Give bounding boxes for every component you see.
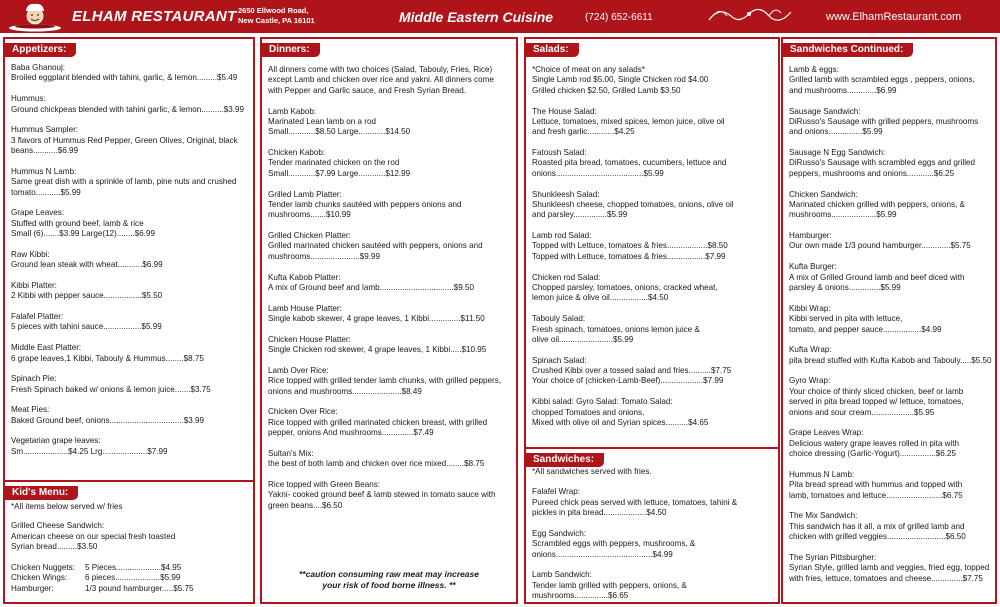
item-detail: onions...........................................$4.99 (532, 549, 673, 559)
item-title: Middle East Platter: (11, 343, 82, 353)
item-title: Kufta Kabob Platter: (268, 272, 341, 282)
menu-item (268, 480, 510, 511)
menu-item (532, 273, 772, 304)
menu-item (532, 397, 772, 428)
item-title: Chicken House Platter: (268, 334, 351, 344)
kids-item-name: Chicken Nuggets: (11, 562, 75, 572)
address-line-1: 2650 Ellwood Road, (238, 6, 309, 15)
item-title: Kibbi Wrap: (789, 303, 831, 313)
menu-item (789, 376, 989, 418)
item-detail: Rice topped with grilled marinated chicken breast, with grilled (268, 417, 488, 427)
item-title: Falafel Platter: (11, 311, 64, 321)
sandwiches-section (526, 447, 778, 607)
item-detail: Sm....................$4.25 Lrg....................$7.99 (11, 446, 168, 456)
restaurant-name: ELHAM RESTAURANT (72, 8, 237, 25)
item-detail: chopped Tomatoes and onions, (532, 407, 645, 417)
item-detail: Our own made 1/3 pound hamburger.............$5.75 (789, 241, 971, 251)
menu-item (268, 366, 510, 397)
item-detail: 3 flavors of Hummus Red Pepper, Green Olives, Original, black (11, 135, 238, 145)
item-detail: Mixed with olive oil and Syrian spices..........$4.65 (532, 417, 709, 427)
dinners-heading: Dinners: (262, 43, 320, 57)
item-detail: Topped with Lettuce, tomatoes & fries.................$7.99 (532, 251, 726, 261)
item-detail: Grilled lamb with scrambled eggs , peppers, onions, (789, 75, 975, 85)
kids-item-name: Hamburger: (11, 583, 54, 593)
item-title: Lamb Sandwich: (532, 570, 592, 580)
intro-line: except Lamb and chicken over rice and yakni. All dinners come (268, 75, 494, 85)
item-title: Spinach Pie: (11, 374, 57, 384)
item-title: Hamburger: (789, 231, 832, 241)
menu-item (11, 374, 247, 395)
item-title: Vegetarian grape leaves: (11, 436, 101, 446)
item-detail: mushrooms.......$10.99 (268, 210, 351, 220)
item-detail: DiRusso's Sausage with scrambled eggs and grilled (789, 158, 975, 168)
sandwiches-continued-heading: Sandwiches Continued: (783, 43, 913, 57)
item-title: Gyro Wrap: (789, 376, 831, 386)
item-detail: mushrooms...............$6.65 (532, 591, 629, 601)
item-title: Chicken Kabob: (268, 148, 326, 158)
item-title: Hummus N Lamb: (11, 166, 77, 176)
item-detail: Broiled eggplant blended with tahini, garlic, & lemon.........$5.49 (11, 73, 238, 83)
item-detail: Single kabob skewer, 4 grape leaves, 1 Kibbi..............$11.50 (268, 314, 485, 324)
menu-item (268, 273, 510, 294)
dinners-intro (268, 65, 510, 96)
item-detail: mushrooms......................$9.99 (268, 251, 381, 261)
item-title: Lamb House Platter: (268, 303, 342, 313)
menu-item (532, 231, 772, 262)
item-title: The Mix Sandwich: (789, 511, 858, 521)
item-detail: and parsley...............$5.99 (532, 210, 628, 220)
item-detail: Yakni- cooked ground beef & lamb stewed in tomato sauce with (268, 490, 496, 500)
item-detail: Lettuce, tomatoes, mixed spices, lemon juice, olive oil (532, 116, 725, 126)
kids-menu-section (5, 482, 253, 594)
menu-item (268, 449, 510, 470)
item-title: Grilled Chicken Platter: (268, 231, 351, 241)
menu-item (789, 231, 989, 252)
sandwiches-continued-column (781, 37, 997, 604)
item-title: Chicken rod Salad: (532, 272, 601, 282)
item-title: Lamb Over Rice: (268, 365, 329, 375)
kids-item-name: Chicken Wings: (11, 573, 68, 583)
item-detail: Roasted pita bread, tomatoes, cucumbers, lettuce and (532, 158, 727, 168)
item-title: Baba Ghanouj: (11, 63, 66, 72)
menu-item (11, 167, 247, 198)
kids-row (11, 584, 247, 594)
kids-item-detail: 1/3 pound hamburger.....$5.75 (85, 583, 194, 593)
item-title: Chicken Over Rice: (268, 407, 338, 417)
item-detail: Kibbi served in pita with lettuce, (789, 314, 903, 324)
item-detail: Pureed chick peas served with lettuce, tomatoes, tahini & (532, 497, 738, 507)
menu-item (11, 436, 247, 457)
menu-item (532, 314, 772, 345)
menu-item (11, 125, 247, 156)
kids-item-detail: 6 pieces....................$5.99 (85, 573, 181, 583)
item-detail: Grilled marinated chicken sautéed with peppers, onions and (268, 241, 483, 251)
salads-section (526, 39, 778, 451)
item-title: Hummus N Lamb: (789, 469, 855, 479)
menu-item (532, 487, 772, 518)
menu-item (532, 107, 772, 138)
sandwiches-heading: Sandwiches: (526, 453, 604, 467)
item-detail: and onions...............$5.99 (789, 127, 883, 137)
item-detail: 2 Kibbi with pepper sauce.................$5.50 (11, 291, 163, 301)
phone-number: (724) 652-6611 (585, 12, 653, 23)
item-detail: Your choice of thinly sliced chicken, beef or lamb (789, 386, 964, 396)
item-detail: peppers, mushrooms and onions............$6.25 (789, 168, 955, 178)
item-detail: Your choice of (chicken-Lamb-Beef)...................$7.99 (532, 376, 724, 386)
item-title: Egg Sandwich: (532, 528, 586, 538)
item-detail: chicken with grilled veggies..........................$6.50 (789, 532, 966, 542)
item-detail: pepper, onions And mushrooms..............$7.49 (268, 428, 434, 438)
item-title: Kufta Wrap: (789, 345, 832, 355)
sandwiches-note: *All sandwiches served with fries. (532, 467, 652, 476)
kids-item-detail: 5 Pieces....................$4.95 (85, 562, 182, 572)
item-detail: green beans....$6.50 (268, 500, 343, 510)
cuisine-title: Middle Eastern Cuisine (399, 9, 554, 25)
item-title: Sultan's Mix: (268, 448, 314, 458)
swirl-ornament-icon (705, 2, 795, 30)
item-detail: mushrooms....................$5.99 (789, 210, 897, 220)
menu-item (11, 63, 247, 84)
item-title: Kufta Burger: (789, 262, 837, 272)
menu-item (789, 345, 992, 366)
item-detail: Single Chicken rod skewer, 4 grape leaves, 1 Kibbi.....$10.95 (268, 345, 487, 355)
item-detail: Small............$7.99 Large............$12.99 (268, 168, 411, 178)
intro-line: Grilled chicken $2.50, Grilled Lamb $3.50 (532, 85, 681, 95)
item-price: Syrian bread.........$3.50 (11, 542, 98, 552)
item-detail: Syrian Style, grilled lamb and veggies, fried egg, topped (789, 563, 990, 573)
sandwiches-list (532, 487, 772, 601)
menu-item (11, 405, 247, 426)
item-title: Shunkleesh Salad: (532, 189, 600, 199)
kids-menu-heading: Kid's Menu: (5, 486, 78, 500)
item-detail: Tender lamb grilled with peppers, onions, & (532, 580, 687, 590)
menu-item (789, 470, 989, 501)
item-detail: Ground chickpeas blended with tahini garlic, & lemon..........$3.99 (11, 104, 245, 114)
item-detail: Rice topped with grilled tender lamb chunks, with grilled peppers, (268, 376, 502, 386)
item-detail: olive oil........................$5.99 (532, 334, 634, 344)
appetizers-list (5, 57, 253, 457)
item-desc: American cheese on our special fresh toasted (11, 531, 176, 541)
menu-item (789, 553, 989, 584)
item-title: Lamb rod Salad: (532, 231, 592, 241)
item-detail: lamb, tomatoes and lettuce.........................$6.75 (789, 490, 963, 500)
menu-item (532, 570, 772, 601)
restaurant-address (238, 6, 315, 26)
salads-list (532, 107, 772, 429)
item-title: Kibbi Platter: (11, 280, 57, 290)
item-title: Chicken Sandwich: (789, 189, 858, 199)
intro-line: with Pepper and Garlic sauce, and Fresh Syrian Bread. (268, 85, 466, 95)
header-bar (0, 0, 1000, 33)
caution-notice (262, 569, 516, 591)
menu-item (268, 335, 510, 356)
item-detail: the best of both lamb and chicken over rice mixed........$8.75 (268, 459, 485, 469)
intro-line: All dinners come with two choices (Salad, Tabouly, Fries, Rice) (268, 65, 493, 74)
item-title: Fatoush Salad: (532, 148, 587, 158)
item-title: Grilled Lamb Platter: (268, 189, 342, 199)
menu-item (11, 521, 247, 552)
item-title: Spinach Salad: (532, 355, 587, 365)
item-title: Meat Pies: (11, 405, 50, 415)
menu-item (532, 148, 772, 179)
appetizers-section (5, 39, 253, 482)
menu-item (268, 407, 510, 438)
menu-item (11, 281, 247, 302)
menu-item (268, 231, 510, 262)
item-detail: Scrambled eggs with peppers, mushrooms, & (532, 539, 696, 549)
kids-row (11, 573, 247, 583)
item-detail: lemon juice & olive oil.................$4.50 (532, 293, 669, 303)
menu-item (11, 208, 247, 239)
intro-line: *Choice of meat on any salads* (532, 65, 645, 74)
item-detail: parsley & onions..............$5.99 (789, 282, 901, 292)
item-title: Falafel Wrap: (532, 487, 580, 497)
salads-heading: Salads: (526, 43, 579, 57)
item-title: Grape Leaves Wrap: (789, 428, 864, 438)
item-detail: Same great dish with a sprinkle of lamb, pine nuts and crushed (11, 177, 237, 187)
item-title: Lamb Kabob: (268, 106, 317, 116)
item-title: Lamb & eggs: (789, 65, 839, 74)
menu-item (789, 428, 989, 459)
item-title: The House Salad: (532, 106, 597, 116)
menu-item (789, 304, 989, 335)
item-detail: Delicious watery grape leaves rolled in pita with (789, 438, 960, 448)
menu-item (11, 94, 247, 115)
menu-item (789, 190, 989, 221)
item-detail: This sandwich has it all, a mix of grilled lamb and (789, 521, 965, 531)
item-detail: tomato, and pepper sauce.................$4.99 (789, 324, 942, 334)
item-detail: Pita bread spread with hummus and topped with (789, 480, 963, 490)
menu-item (11, 343, 247, 364)
item-title: Sausage N Egg Sandwich: (789, 148, 886, 158)
caution-line-1: **caution consuming raw meat may increase (299, 569, 479, 579)
item-detail: choice dressing (Garlic-Yogurt)................$6.25 (789, 449, 957, 459)
item-detail: Marinated Lean lamb on a rod (268, 116, 376, 126)
menu-item (268, 107, 510, 138)
menu-item (789, 262, 989, 293)
menu-item (11, 250, 247, 271)
salads-column (524, 37, 780, 604)
item-title: Hummus: (11, 94, 46, 104)
website-url[interactable]: www.ElhamRestaurant.com (826, 11, 962, 23)
item-detail: onions.......................................$5.99 (532, 168, 664, 178)
menu-item (268, 190, 510, 221)
item-detail: served in pita bread topped w/ lettuce, tomatoes, (789, 397, 964, 407)
item-detail: Tender lamb chunks sautéed with peppers onions and (268, 199, 462, 209)
kids-note: *All items below served w/ fries (11, 502, 123, 511)
item-detail: Baked Ground beef, onions.................................$3.99 (11, 415, 205, 425)
item-detail: Crushed Kibbi over a tossed salad and fries..........$7.75 (532, 366, 732, 376)
menu-item (789, 148, 989, 179)
menu-item (789, 65, 989, 96)
menu-item (532, 529, 772, 560)
menu-item (11, 312, 247, 333)
item-detail: Tender marinated chicken on the rod (268, 158, 400, 168)
menu-item (532, 356, 772, 387)
appetizers-heading: Appetizers: (5, 43, 76, 57)
item-detail: and fresh garlic............$4.25 (532, 127, 635, 137)
item-detail: Small............$8.50 Large............$14.50 (268, 127, 411, 137)
salads-intro (532, 65, 772, 96)
item-detail: pita bread stuffed with Kufta Kabob and Tabouly.....$5.50 (789, 355, 992, 365)
item-detail: Topped with Lettuce, tomatoes & fries..................$8.50 (532, 241, 728, 251)
menu-item (532, 190, 772, 221)
item-title: Tabouly Salad: (532, 314, 586, 324)
item-detail: Marinated chicken grilled with peppers, onions, & (789, 199, 965, 209)
dinners-list (268, 107, 510, 512)
item-detail: Fresh Spinach baked w/ onions & lemon juice.......$3.75 (11, 384, 211, 394)
item-detail: Chopped parsley, tomatoes, onions, cracked wheat, (532, 282, 718, 292)
item-title: Grilled Cheese Sandwich: (11, 521, 105, 531)
address-line-2: New Castle, PA 16101 (238, 16, 315, 25)
item-detail: DiRusso's Sausage with grilled peppers, mushrooms (789, 116, 979, 126)
menu-item (268, 148, 510, 179)
item-detail: onions and mushrooms......................$8.49 (268, 386, 422, 396)
menu-item (789, 511, 989, 542)
item-detail: and mushrooms.............$6.99 (789, 85, 897, 95)
item-title: Hummus Sampler: (11, 125, 79, 135)
item-title: Sausage Sandwich: (789, 106, 861, 116)
chef-logo-icon (6, 2, 64, 32)
item-detail: 6 grape leaves,1 Kibbi, Tabouly & Hummus........$8.75 (11, 353, 204, 363)
item-title: Rice topped with Green Beans: (268, 480, 381, 490)
item-detail: Fresh spinach, tomatoes, onions lemon juice & (532, 324, 700, 334)
kids-row (11, 563, 247, 573)
item-detail: Small (6).......$3.99 Large(12)........$6.99 (11, 229, 155, 239)
sandwiches-continued-list (783, 57, 995, 584)
item-detail: tomato...........$5.99 (11, 187, 81, 197)
item-detail: Ground lean steak with wheat...........$6.99 (11, 260, 163, 270)
appetizers-column (3, 37, 255, 604)
item-detail: Shunkleesh cheese, chopped tomatoes, onions, olive oil (532, 199, 734, 209)
item-detail: A mix of Ground beef and lamb.................................$9.50 (268, 282, 475, 292)
dinners-column (260, 37, 518, 604)
menu-item (789, 107, 989, 138)
item-title: Kibbi salad: Gyro Salad: Tomato Salad: (532, 397, 673, 407)
item-detail: beans...........$6.99 (11, 146, 79, 156)
item-detail: with fries, lettuce, tomatoes and cheese..............$7.75 (789, 573, 983, 583)
intro-line: Single Lamb rod $5.00, Single Chicken rod $4.00 (532, 75, 709, 85)
item-detail: 5 pieces with tahini sauce.................$5.99 (11, 322, 162, 332)
item-title: The Syrian Pittsburgher: (789, 552, 877, 562)
item-detail: A mix of Grilled Ground lamb and beef diced with (789, 272, 965, 282)
item-detail: pickles in pita bread...................$4.50 (532, 508, 667, 518)
kids-rows (11, 563, 247, 594)
item-title: Grape Leaves: (11, 208, 65, 218)
item-title: Raw Kibbi: (11, 249, 50, 259)
item-detail: onions and sour cream...................$5.95 (789, 407, 935, 417)
menu-item (268, 304, 510, 325)
caution-line-2: your risk of food borne illness. ** (322, 580, 456, 590)
item-detail: Stuffed with ground beef, lamb & rice (11, 218, 144, 228)
